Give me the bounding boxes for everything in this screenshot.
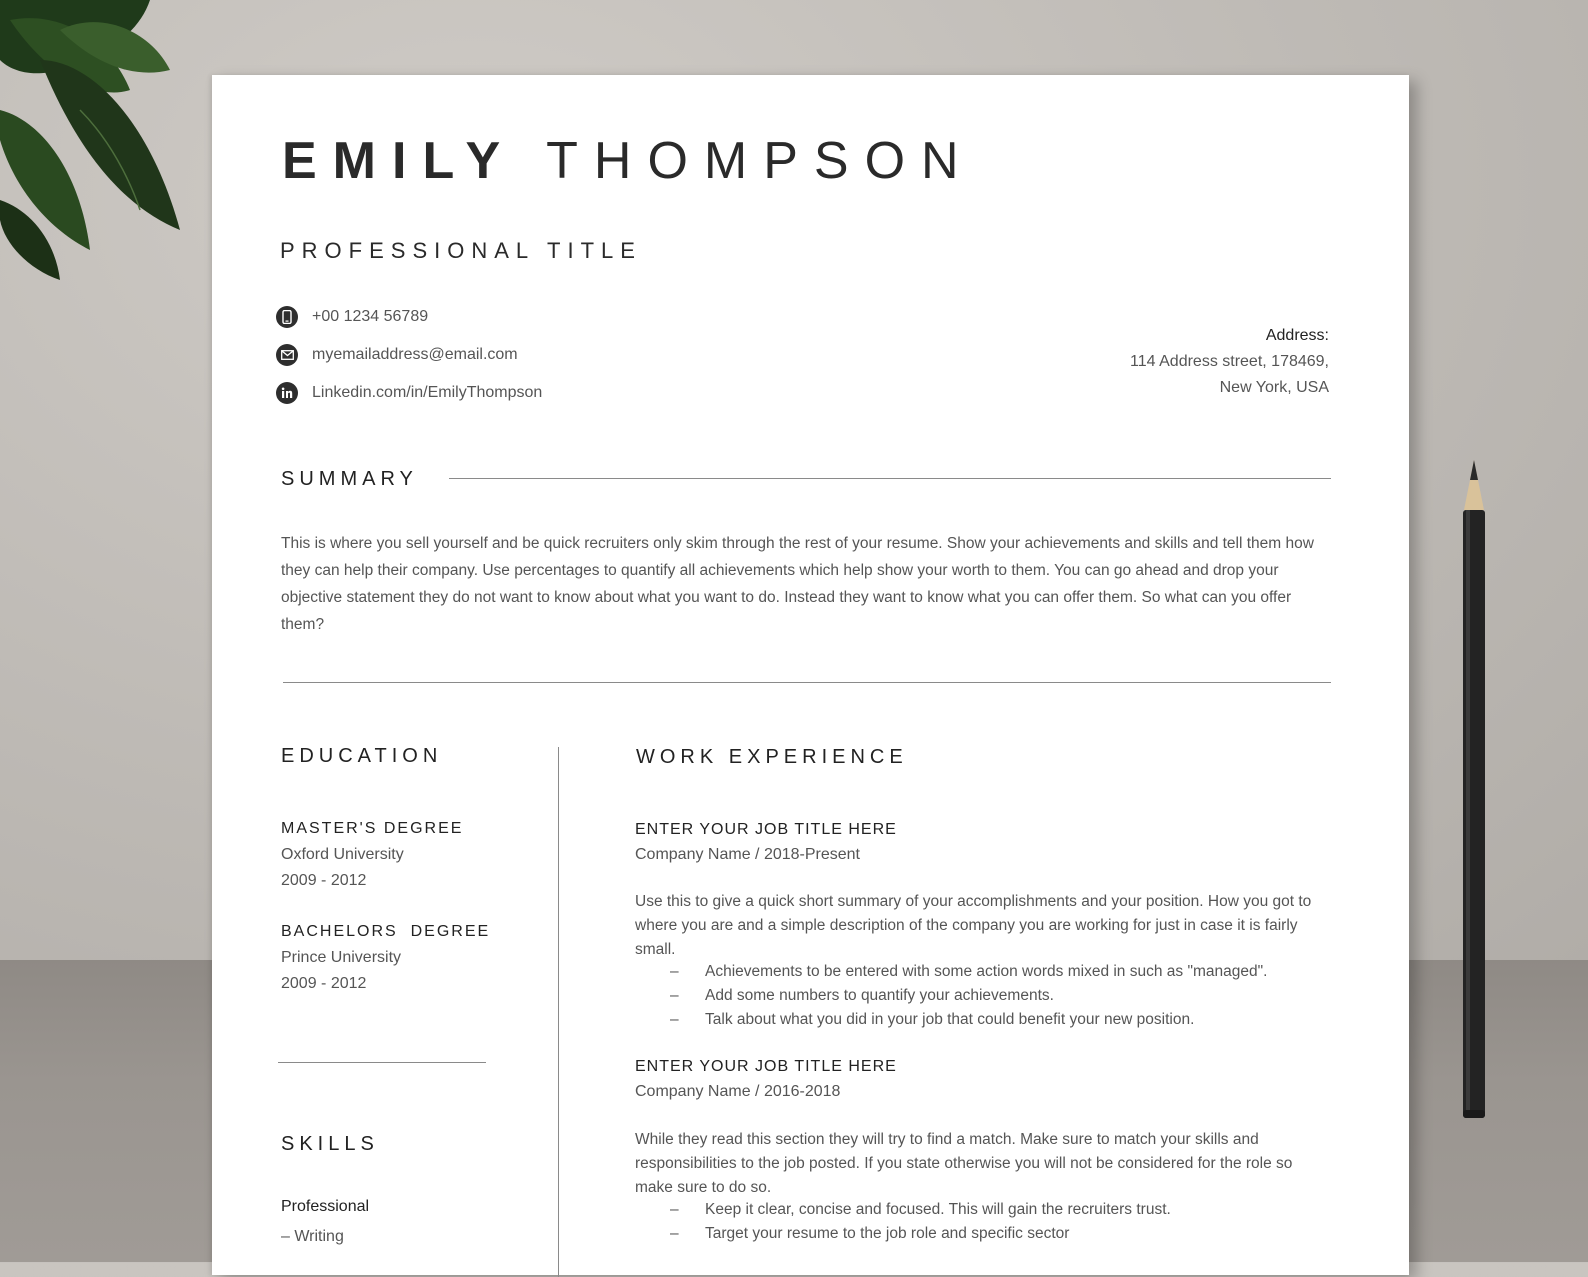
work-experience-heading: WORK EXPERIENCE: [636, 746, 908, 768]
job-bullet: – Achievements to be entered with some action words mixed in such as "managed".: [670, 963, 1268, 980]
linkedin-icon: [276, 382, 298, 404]
skill-item: – Writing: [281, 1228, 344, 1245]
contact-linkedin: [276, 382, 542, 404]
education-years: 2009 - 2012: [281, 975, 367, 992]
address-line-2: New York, USA: [1219, 379, 1329, 396]
job-bullet: – Keep it clear, concise and focused. This will gain the recruiters trust.: [670, 1201, 1171, 1218]
job-company: Company Name / 2018-Present: [635, 846, 860, 863]
address-label: Address:: [1265, 327, 1329, 344]
summary-text: This is where you sell yourself and be quick recruiters only skim through the rest of your resume. Show your achievements and skills and tell them how they can help their company. Use percentages to quantify all achievements which help show your worth to them. You can go ahead and drop your objective statement they do not want to know about what you want to do. Instead they want to know what you can offer them. So what can you offer them?: [281, 535, 1314, 633]
email-icon: [276, 344, 298, 366]
job-bullet: – Target your resume to the job role and specific sector: [670, 1225, 1070, 1242]
column-divider: [558, 747, 559, 1277]
job-bullet: – Talk about what you did in your job that could benefit your new position.: [670, 1011, 1195, 1028]
professional-title: PROFESSIONAL TITLE: [280, 238, 642, 263]
plant-decoration: [0, 0, 220, 290]
phone-number: +00 1234 56789: [312, 308, 429, 325]
resume-page: [212, 75, 1409, 1275]
education-school: Oxford University: [281, 846, 404, 863]
summary-divider: [449, 478, 1331, 479]
contact-phone: [276, 306, 428, 328]
job-company: Company Name / 2016-2018: [635, 1083, 841, 1100]
linkedin-url: Linkedin.com/in/EmilyThompson: [312, 384, 543, 401]
education-school: Prince University: [281, 949, 402, 966]
education-heading: EDUCATION: [281, 745, 443, 767]
candidate-name: [282, 131, 975, 191]
job-description: While they read this section they will try to find a match. Make sure to match your skills and responsibilities to the job posted. If you state otherwise you will not be considered for the role so make sure to do so.: [635, 1131, 1293, 1196]
pencil-decoration: [1450, 460, 1498, 1140]
email-address: myemailaddress@email.com: [312, 346, 518, 363]
education-divider: [278, 1062, 486, 1063]
education-years: 2009 - 2012: [281, 872, 367, 889]
address-block: [1130, 323, 1329, 401]
job-title: ENTER YOUR JOB TITLE HERE: [635, 1058, 897, 1075]
job-description: Use this to give a quick short summary of your accomplishments and your position. How you got to where you are and a simple description of the company you are working for just in case it is fairly small.: [635, 893, 1312, 958]
contact-email: [276, 344, 518, 366]
summary-heading: SUMMARY: [281, 468, 418, 490]
job-title: ENTER YOUR JOB TITLE HERE: [635, 821, 897, 838]
first-name: EMILY: [282, 132, 517, 190]
last-name: THOMPSON: [546, 132, 975, 190]
skills-group: Professional: [281, 1198, 370, 1215]
job-bullet: – Add some numbers to quantify your achievements.: [670, 987, 1054, 1004]
address-line-1: 114 Address street, 178469,: [1130, 353, 1329, 370]
education-degree: BACHELORS DEGREE: [281, 923, 491, 940]
phone-icon: [276, 306, 298, 328]
education-degree: MASTER'S DEGREE: [281, 820, 464, 837]
skills-heading: SKILLS: [281, 1133, 379, 1155]
section-divider: [283, 682, 1331, 683]
